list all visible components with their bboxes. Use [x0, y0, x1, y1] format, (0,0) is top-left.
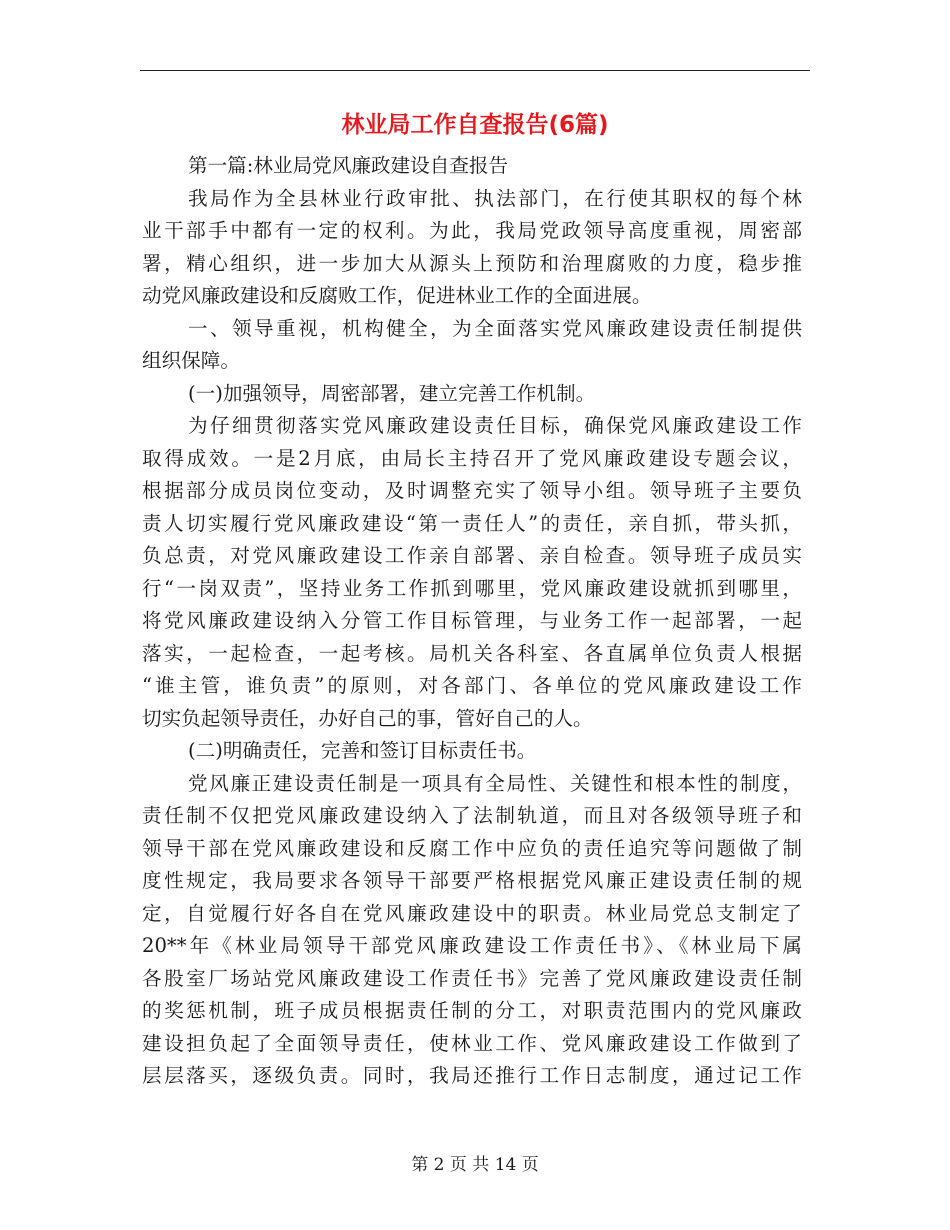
paragraph-line: 署，精心组织，进一步加大从源头上预防和治理腐败的力度，稳步推: [142, 251, 802, 275]
paragraph-line: 行“一岗双责”，坚持业务工作抓到哪里，党风廉政建设就抓到哪里，: [142, 576, 802, 600]
paragraph-line: 领导干部在党风廉政建设和反腐工作中应负的责任追究等问题做了制: [142, 836, 802, 860]
paragraph-line: “谁主管，谁负责”的原则，对各部门、各单位的党风廉政建设工作: [142, 674, 802, 697]
header-rule: [140, 70, 810, 71]
paragraph-line: 根据部分成员岗位变动，及时调整充实了领导小组。领导班子主要负: [142, 479, 802, 502]
paragraph-line: 业干部手中都有一定的权利。为此，我局党政领导高度重视，周密部: [142, 219, 802, 242]
heading-line: 一、领导重视，机构健全，为全面落实党风廉政建设责任制提供: [188, 316, 802, 340]
paragraph-line: 层层落买，逐级负责。同时，我局还推行工作日志制度，通过记工作: [142, 1064, 802, 1087]
subheading-line: (二)明确责任，完善和签订目标责任书。: [188, 739, 537, 762]
paragraph-line: 我局作为全县林业行政审批、执法部门，在行使其职权的每个林: [188, 186, 802, 210]
paragraph-line: 切实负起领导责任，办好自己的事，管好自己的人。: [142, 706, 593, 730]
page-number: 第 2 页 共 14 页: [411, 1155, 539, 1175]
paragraph-line: 取得成效。一是2月底，由局长主持召开了党风廉政建设专题会议，: [142, 446, 802, 470]
paragraph-line: 将党风廉政建设纳入分管工作目标管理，与业务工作一起部署，一起: [142, 609, 802, 632]
heading-line: 组织保障。: [142, 349, 240, 372]
paragraph-line: 20**年《林业局领导干部党风廉政建设工作责任书》、《林业局下属: [142, 934, 802, 957]
paragraph-line: 度性规定，我局要求各领导干部要严格根据党风廉正建设责任制的规: [142, 869, 802, 892]
document-title: 林业局工作自查报告(6篇): [341, 112, 609, 138]
paragraph-line: 负总责，对党风廉政建设工作亲自部署、亲自检查。领导班子成员实: [142, 544, 802, 567]
document-body: [142, 150, 802, 1093]
paragraph-line: 动党风廉政建设和反腐败工作，促进林业工作的全面进展。: [142, 284, 652, 307]
section-heading: 第一篇:林业局党风廉政建设自查报告: [188, 154, 509, 177]
paragraph-line: 各股室厂场站党风廉政建设工作责任书》完善了党风廉政建设责任制: [142, 966, 802, 990]
paragraph-line: 责人切实履行党风廉政建设“第一责任人”的责任，亲自抓，带头抓，: [142, 511, 802, 535]
subheading-line: (一)加强领导，周密部署，建立完善工作机制。: [188, 381, 596, 405]
paragraph-line: 责任制不仅把党风廉政建设纳入了法制轨道，而且对各级领导班子和: [142, 804, 802, 827]
paragraph-line: 为仔细贯彻落实党风廉政建设责任目标，确保党风廉政建设工作: [188, 414, 802, 437]
paragraph-line: 落实，一起检查，一起考核。局机关各科室、各直属单位负责人根据: [142, 641, 802, 665]
paragraph-line: 定，自觉履行好各自在党风廉政建设中的职责。林业局党总支制定了: [142, 901, 802, 925]
paragraph-line: 建设担负起了全面领导责任，使林业工作、党风廉政建设工作做到了: [142, 1031, 802, 1055]
paragraph-line: 的奖惩机制，班子成员根据责任制的分工，对职责范围内的党风廉政: [142, 999, 802, 1022]
paragraph-line: 党风廉正建设责任制是一项具有全局性、关键性和根本性的制度，: [188, 771, 802, 795]
